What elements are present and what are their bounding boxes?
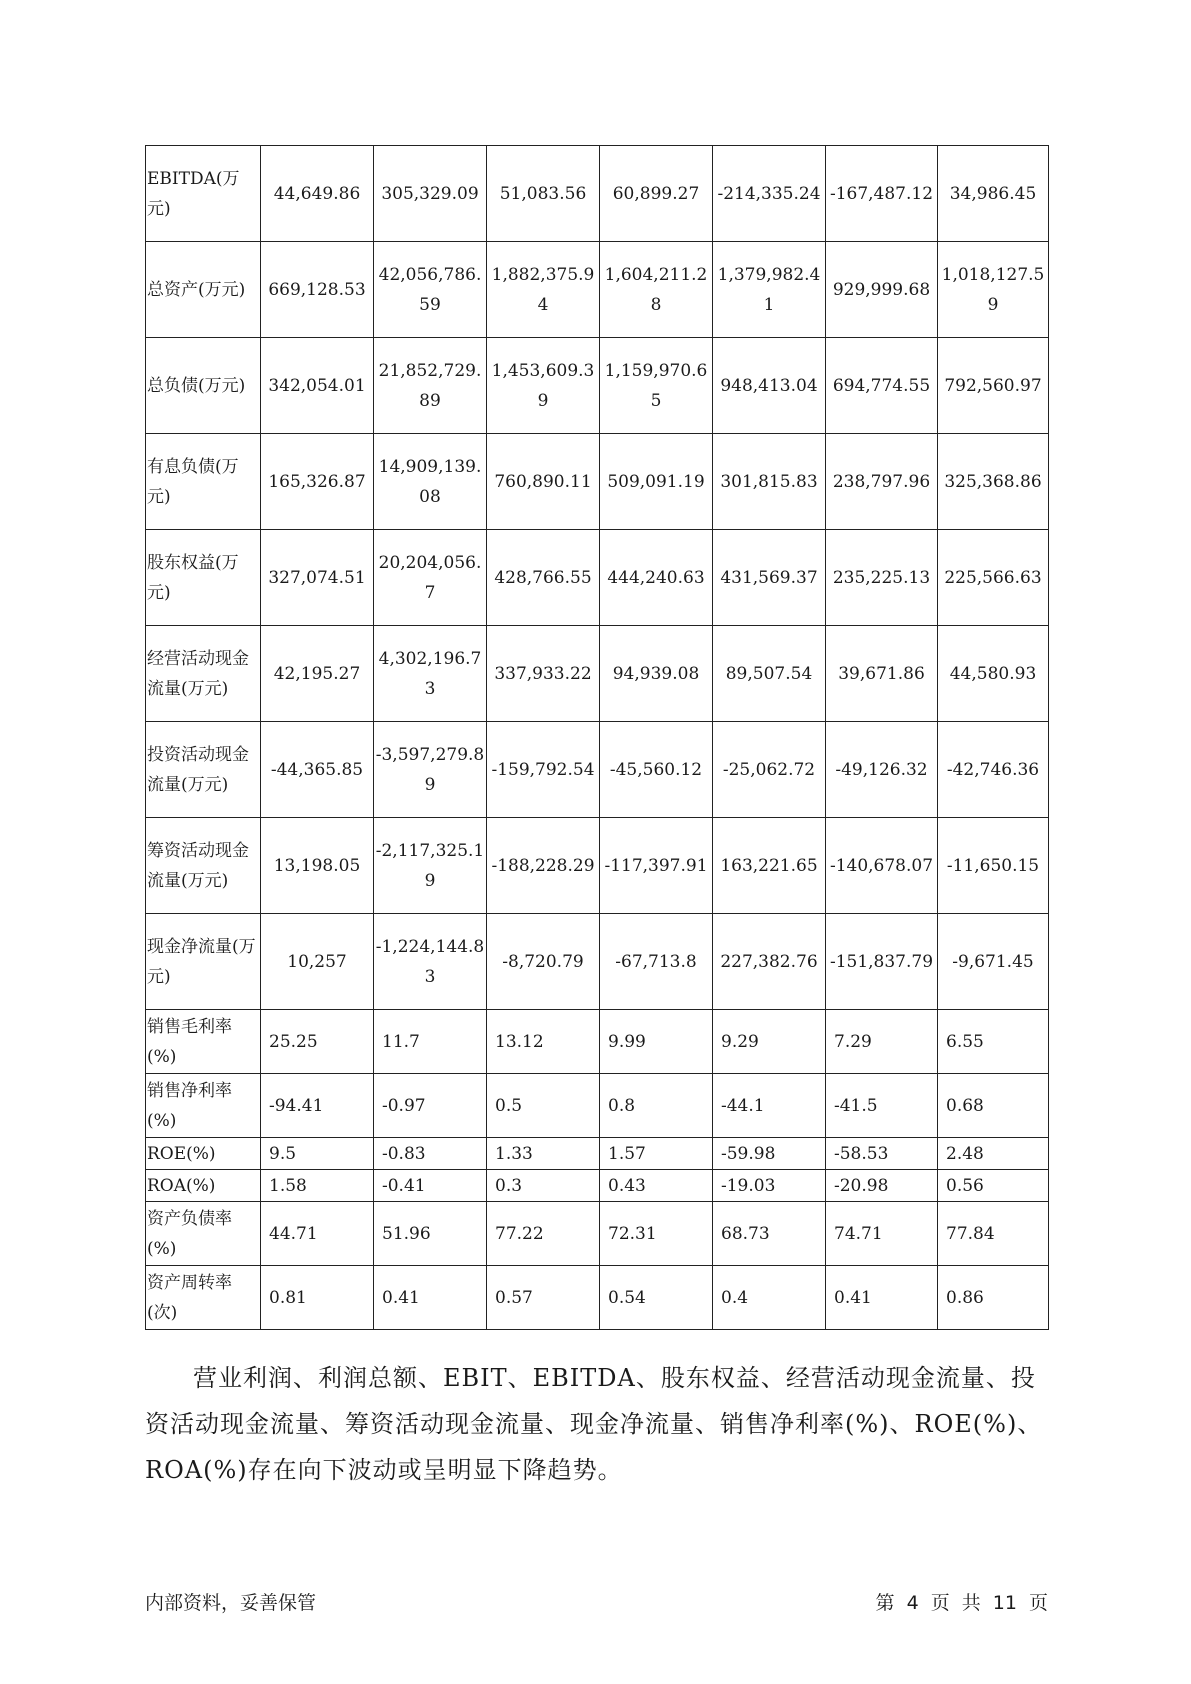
table-cell: 0.5 xyxy=(487,1074,600,1138)
row-label: ROE(%) xyxy=(146,1138,261,1170)
table-cell: 238,797.96 xyxy=(826,434,938,530)
table-cell: -159,792.54 xyxy=(487,722,600,818)
table-cell: -167,487.12 xyxy=(826,146,938,242)
table-cell: 428,766.55 xyxy=(487,530,600,626)
table-cell: 305,329.09 xyxy=(374,146,487,242)
table-cell: -41.5 xyxy=(826,1074,938,1138)
table-cell: 9.5 xyxy=(261,1138,374,1170)
table-cell: 0.54 xyxy=(600,1266,713,1330)
table-cell: 42,195.27 xyxy=(261,626,374,722)
row-label: EBITDA(万元) xyxy=(146,146,261,242)
row-label: 筹资活动现金流量(万元) xyxy=(146,818,261,914)
table-cell: -140,678.07 xyxy=(826,818,938,914)
table-cell: -19.03 xyxy=(713,1170,826,1202)
table-cell: 44,649.86 xyxy=(261,146,374,242)
table-cell: 225,566.63 xyxy=(938,530,1049,626)
footer-confidential-note: 内部资料，妥善保管 xyxy=(145,1592,317,1614)
table-row xyxy=(146,1074,1049,1138)
table-cell: 77.22 xyxy=(487,1202,600,1266)
table-cell: 13.12 xyxy=(487,1010,600,1074)
footer-page-number: 第 4 页 共 11 页 xyxy=(875,1592,1048,1614)
table-cell: 1,453,609.39 xyxy=(487,338,600,434)
table-cell: 74.71 xyxy=(826,1202,938,1266)
table-cell: 7.29 xyxy=(826,1010,938,1074)
table-cell: 0.4 xyxy=(713,1266,826,1330)
table-row xyxy=(146,1010,1049,1074)
table-cell: 0.56 xyxy=(938,1170,1049,1202)
table-row xyxy=(146,146,1049,242)
analysis-paragraph xyxy=(145,1355,1055,1493)
table-cell: 792,560.97 xyxy=(938,338,1049,434)
row-label: 销售净利率(%) xyxy=(146,1074,261,1138)
table-cell: 39,671.86 xyxy=(826,626,938,722)
table-cell: 227,382.76 xyxy=(713,914,826,1010)
row-label: 销售毛利率(%) xyxy=(146,1010,261,1074)
table-cell: -9,671.45 xyxy=(938,914,1049,1010)
table-cell: 4,302,196.73 xyxy=(374,626,487,722)
table-row xyxy=(146,1202,1049,1266)
table-cell: 34,986.45 xyxy=(938,146,1049,242)
table-row xyxy=(146,914,1049,1010)
table-cell: 337,933.22 xyxy=(487,626,600,722)
table-cell: 325,368.86 xyxy=(938,434,1049,530)
table-cell: 94,939.08 xyxy=(600,626,713,722)
table-cell: 0.68 xyxy=(938,1074,1049,1138)
row-label: ROA(%) xyxy=(146,1170,261,1202)
table-cell: -45,560.12 xyxy=(600,722,713,818)
table-cell: -1,224,144.83 xyxy=(374,914,487,1010)
table-cell: -0.97 xyxy=(374,1074,487,1138)
table-cell: 13,198.05 xyxy=(261,818,374,914)
table-cell: 165,326.87 xyxy=(261,434,374,530)
table-cell: -117,397.91 xyxy=(600,818,713,914)
row-label: 投资活动现金流量(万元) xyxy=(146,722,261,818)
table-cell: -0.83 xyxy=(374,1138,487,1170)
table-cell: -58.53 xyxy=(826,1138,938,1170)
table-cell: 342,054.01 xyxy=(261,338,374,434)
table-cell: 1,882,375.94 xyxy=(487,242,600,338)
table-cell: -2,117,325.19 xyxy=(374,818,487,914)
table-cell: 760,890.11 xyxy=(487,434,600,530)
table-cell: 42,056,786.59 xyxy=(374,242,487,338)
table-cell: 1,159,970.65 xyxy=(600,338,713,434)
row-label: 总资产(万元) xyxy=(146,242,261,338)
table-cell: 11.7 xyxy=(374,1010,487,1074)
table-row xyxy=(146,722,1049,818)
table-cell: 0.41 xyxy=(826,1266,938,1330)
table-cell: 0.3 xyxy=(487,1170,600,1202)
table-cell: 21,852,729.89 xyxy=(374,338,487,434)
row-label: 经营活动现金流量(万元) xyxy=(146,626,261,722)
table-cell: 72.31 xyxy=(600,1202,713,1266)
row-label: 股东权益(万元) xyxy=(146,530,261,626)
table-cell: 431,569.37 xyxy=(713,530,826,626)
table-cell: 444,240.63 xyxy=(600,530,713,626)
table-cell: 25.25 xyxy=(261,1010,374,1074)
table-cell: 0.57 xyxy=(487,1266,600,1330)
table-cell: 163,221.65 xyxy=(713,818,826,914)
table-cell: 0.81 xyxy=(261,1266,374,1330)
table-row xyxy=(146,530,1049,626)
table-cell: -3,597,279.89 xyxy=(374,722,487,818)
table-cell: 51,083.56 xyxy=(487,146,600,242)
table-cell: 20,204,056.7 xyxy=(374,530,487,626)
table-cell: -214,335.24 xyxy=(713,146,826,242)
table-cell: 669,128.53 xyxy=(261,242,374,338)
table-cell: 0.86 xyxy=(938,1266,1049,1330)
table-cell: 6.55 xyxy=(938,1010,1049,1074)
table-cell: 948,413.04 xyxy=(713,338,826,434)
table-row xyxy=(146,434,1049,530)
table-cell: 9.29 xyxy=(713,1010,826,1074)
table-row xyxy=(146,1138,1049,1170)
table-cell: 89,507.54 xyxy=(713,626,826,722)
table-cell: 1.57 xyxy=(600,1138,713,1170)
table-cell: 1,018,127.59 xyxy=(938,242,1049,338)
table-cell: 1.58 xyxy=(261,1170,374,1202)
table-row xyxy=(146,338,1049,434)
table-cell: -0.41 xyxy=(374,1170,487,1202)
table-cell: -94.41 xyxy=(261,1074,374,1138)
table-cell: 509,091.19 xyxy=(600,434,713,530)
table-cell: 0.43 xyxy=(600,1170,713,1202)
table-cell: -49,126.32 xyxy=(826,722,938,818)
table-cell: -151,837.79 xyxy=(826,914,938,1010)
financial-table xyxy=(145,145,1049,1330)
table-cell: 0.8 xyxy=(600,1074,713,1138)
analysis-text: 营业利润、利润总额、EBIT、EBITDA、股东权益、经营活动现金流量、投资活动现金流量、筹资活动现金流量、现金净流量、销售净利率(%)、ROE(%)、ROA(%)存在向下波动或呈明显下降趋势。 xyxy=(145,1364,1043,1484)
table-cell: 235,225.13 xyxy=(826,530,938,626)
table-cell: 9.99 xyxy=(600,1010,713,1074)
table-cell: 14,909,139.08 xyxy=(374,434,487,530)
table-cell: 327,074.51 xyxy=(261,530,374,626)
table-cell: -44,365.85 xyxy=(261,722,374,818)
table-cell: 1.33 xyxy=(487,1138,600,1170)
table-cell: 60,899.27 xyxy=(600,146,713,242)
table-cell: 44.71 xyxy=(261,1202,374,1266)
table-row xyxy=(146,1266,1049,1330)
row-label: 总负债(万元) xyxy=(146,338,261,434)
table-row xyxy=(146,818,1049,914)
table-cell: 1,379,982.41 xyxy=(713,242,826,338)
table-cell: -67,713.8 xyxy=(600,914,713,1010)
table-cell: 10,257 xyxy=(261,914,374,1010)
table-row xyxy=(146,626,1049,722)
row-label: 有息负债(万元) xyxy=(146,434,261,530)
row-label: 资产负债率(%) xyxy=(146,1202,261,1266)
table-cell: -25,062.72 xyxy=(713,722,826,818)
table-cell: 301,815.83 xyxy=(713,434,826,530)
table-cell: -188,228.29 xyxy=(487,818,600,914)
table-cell: -44.1 xyxy=(713,1074,826,1138)
row-label: 资产周转率(次) xyxy=(146,1266,261,1330)
table-row xyxy=(146,1170,1049,1202)
table-cell: -8,720.79 xyxy=(487,914,600,1010)
row-label: 现金净流量(万元) xyxy=(146,914,261,1010)
table-cell: -42,746.36 xyxy=(938,722,1049,818)
table-cell: 0.41 xyxy=(374,1266,487,1330)
table-cell: 1,604,211.28 xyxy=(600,242,713,338)
table-cell: -20.98 xyxy=(826,1170,938,1202)
table-cell: 77.84 xyxy=(938,1202,1049,1266)
table-row xyxy=(146,242,1049,338)
table-cell: 694,774.55 xyxy=(826,338,938,434)
table-cell: 44,580.93 xyxy=(938,626,1049,722)
table-cell: 929,999.68 xyxy=(826,242,938,338)
table-cell: 2.48 xyxy=(938,1138,1049,1170)
table-cell: -11,650.15 xyxy=(938,818,1049,914)
table-cell: -59.98 xyxy=(713,1138,826,1170)
table-cell: 68.73 xyxy=(713,1202,826,1266)
table-cell: 51.96 xyxy=(374,1202,487,1266)
